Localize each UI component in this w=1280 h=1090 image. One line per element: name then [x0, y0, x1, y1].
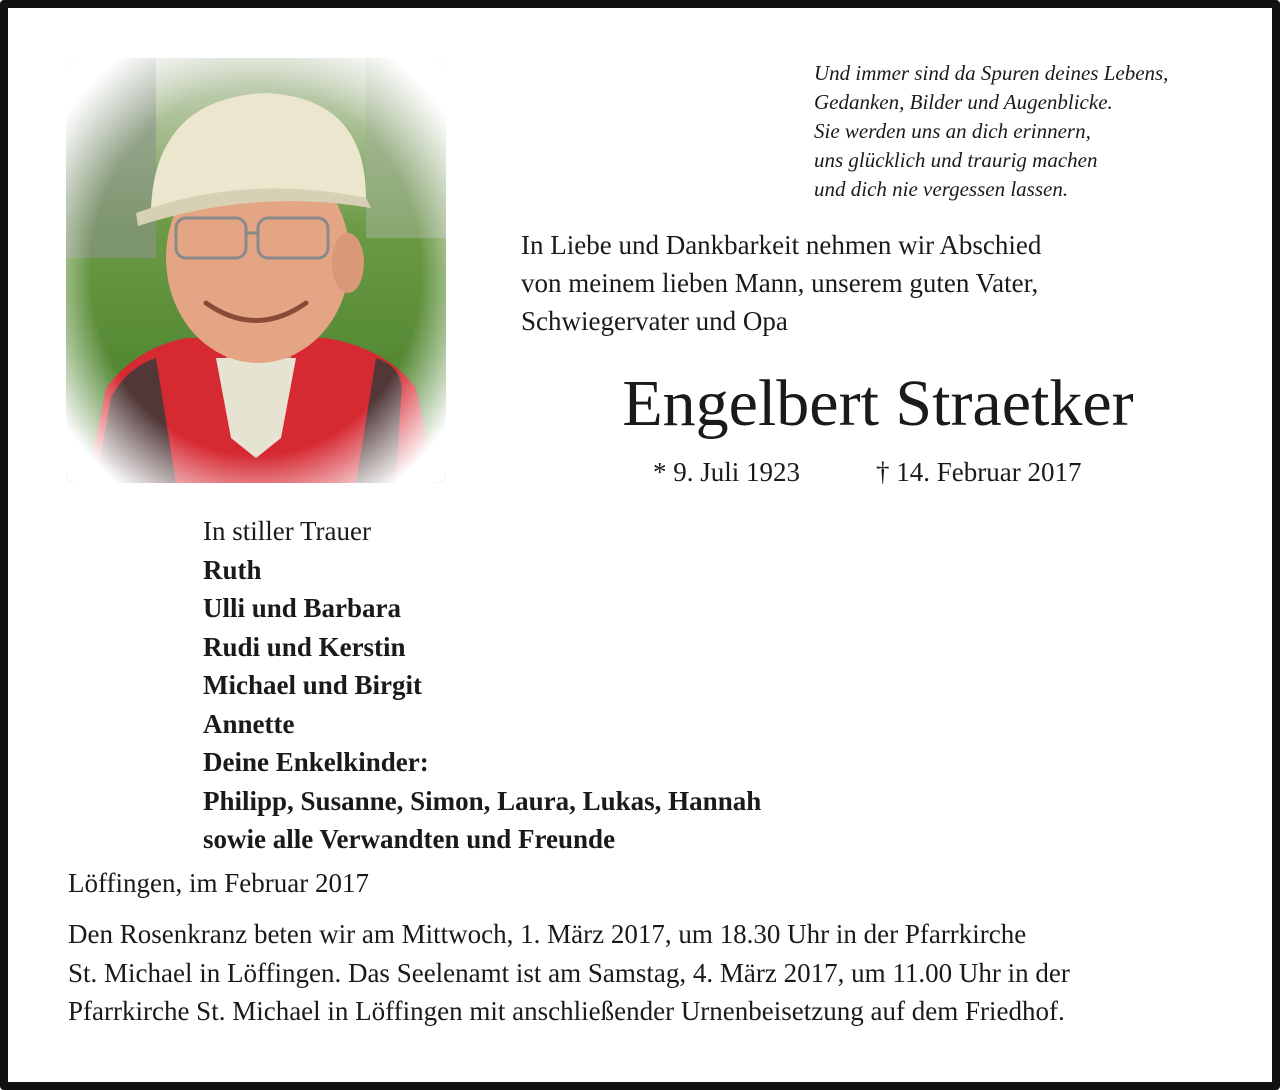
mourner-entry: Rudi und Kerstin [203, 631, 406, 662]
mourner-entry: Michael und Birgit [203, 670, 423, 700]
portrait-photo [66, 58, 446, 483]
intro-line: In Liebe und Dankbarkeit nehmen wir Abschied [521, 230, 1042, 260]
farewell-intro [521, 226, 1221, 340]
mourner-entry: sowie alle Verwandten und Freunde [203, 824, 616, 854]
announcement-line: Den Rosenkranz beten wir am Mittwoch, 1. März 2017, um 18.30 Uhr in der Pfarrkirche [68, 919, 1027, 949]
mourners-list [203, 512, 1003, 859]
mourner-entry: Ruth [203, 554, 262, 585]
portrait-image [66, 58, 446, 483]
service-announcement [68, 915, 1248, 1031]
mourner-entry: Deine Enkelkinder: [203, 747, 429, 777]
birth-date: * 9. Juli 1923 [653, 457, 801, 487]
intro-line: Schwiegervater und Opa [521, 306, 788, 336]
mourner-entry: Annette [203, 708, 295, 739]
intro-line: von meinem lieben Mann, unserem guten Vater, [521, 268, 1039, 298]
announcement-line: St. Michael in Löffingen. Das Seelenamt ist am Samstag, 4. März 2017, um 11.00 Uhr in der [68, 957, 1070, 988]
announcement-line: Pfarrkirche St. Michael in Löffingen mit anschließender Urnenbeisetzung auf dem Friedhof. [68, 996, 1065, 1026]
poem-line: Sie werden uns an dich erinnern, [814, 119, 1091, 143]
poem-line: und dich nie vergessen lassen. [814, 177, 1069, 201]
mourner-entry: Ulli und Barbara [203, 593, 402, 623]
poem-line: Gedanken, Bilder und Augenblicke. [814, 90, 1113, 114]
poem-line: uns glücklich und traurig machen [814, 148, 1098, 172]
death-date: † 14. Februar 2017 [876, 457, 1082, 487]
place-and-date: Löffingen, im Februar 2017 [68, 868, 369, 898]
mourner-entry: Philipp, Susanne, Simon, Laura, Lukas, Hannah [203, 785, 762, 816]
poem-line: Und immer sind da Spuren deines Lebens, [814, 61, 1169, 85]
deceased-name: Engelbert Straetker [622, 367, 1134, 440]
mourners-heading: In stiller Trauer [203, 516, 371, 546]
memorial-poem [814, 59, 1274, 204]
